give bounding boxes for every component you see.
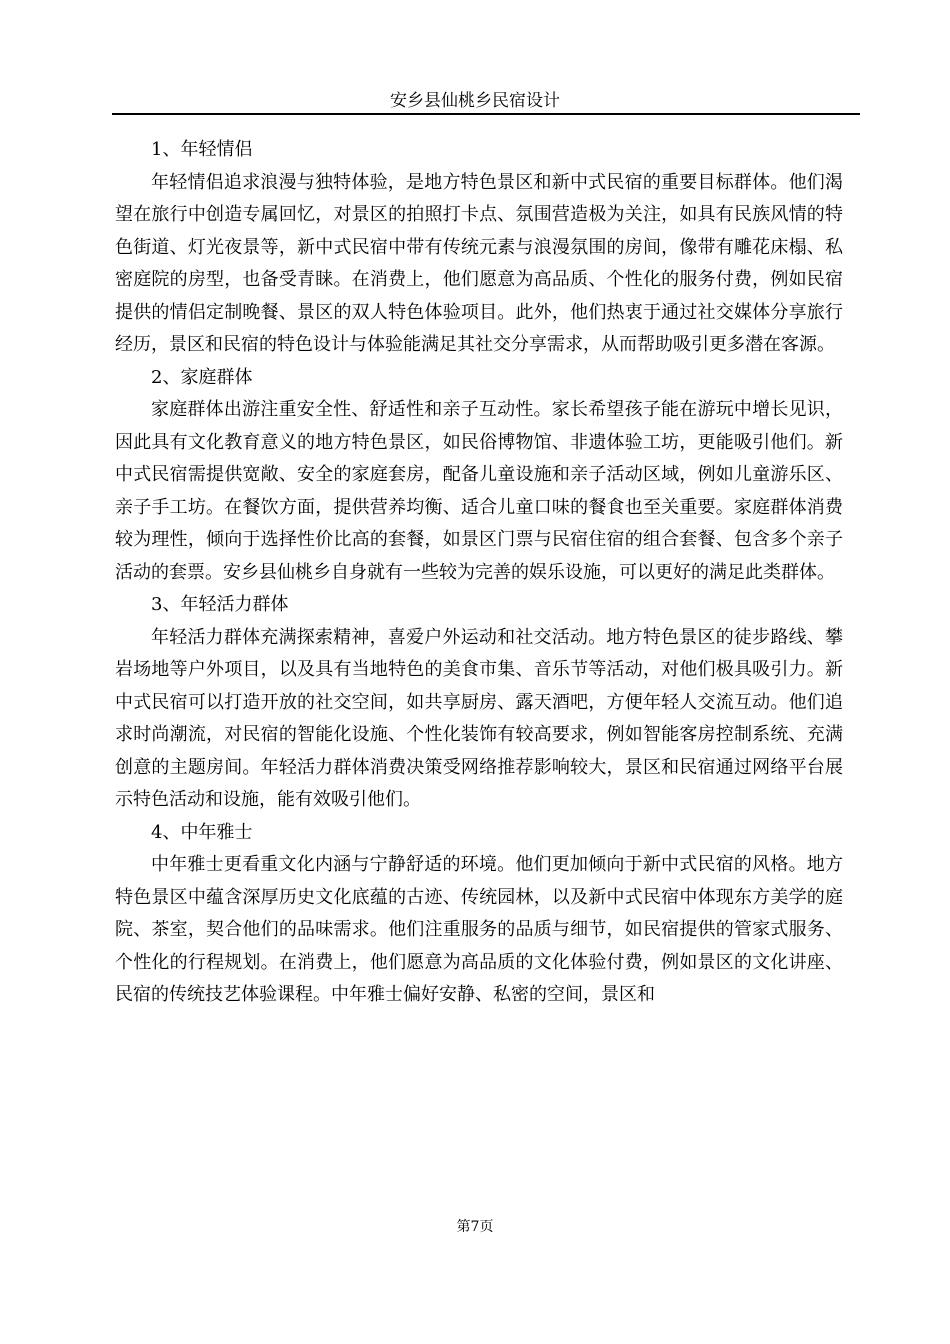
section-middle-aged [115,817,843,1012]
section-heading: 2、家庭群体 [151,366,253,388]
section-heading: 1、年轻情侣 [151,139,253,160]
page-number: 第7页 [456,1219,494,1235]
section-heading: 4、中年雅士 [151,821,253,843]
section-young-couples [115,134,843,362]
page-footer [0,1218,950,1236]
section-paragraph: 家庭群体出游注重安全性、舒适性和亲子互动性。家长希望孩子能在游玩中增长见识，因此具有文化教育意义的地方特色景区，如民俗博物馆、非遗体验工坊，更能吸引他们。新中式民宿需提供宽敞、安全的家庭套房，配备儿童设施和亲子活动区域，例如儿童游乐区、亲子手工坊。在餐饮方面，提供营养均衡、适合儿童口味的餐食也至关重要。家庭群体消费较为理性，倾向于选择性价比高的套餐，如景区门票与民宿住宿的组合套餐、包含多个亲子活动的套票。安乡县仙桃乡自身就有一些较为完善的娱乐设施，可以更好的满足此类群体。 [115,399,843,583]
section-paragraph: 中年雅士更看重文化内涵与宁静舒适的环境。他们更加倾向于新中式民宿的风格。地方特色景区中蕴含深厚历史文化底蕴的古迹、传统园林，以及新中式民宿中体现东方美学的庭院、茶室，契合他们的品味需求。他们注重服务的品质与细节，如民宿提供的管家式服务、个性化的行程规划。在消费上，他们愿意为高品质的文化体验付费，例如景区的文化讲座、民宿的传统技艺体验课程。中年雅士偏好安静、私密的空间，景区和 [115,854,843,1005]
section-paragraph: 年轻情侣追求浪漫与独特体验，是地方特色景区和新中式民宿的重要目标群体。他们渴望在旅行中创造专属回忆，对景区的拍照打卡点、氛围营造极为关注，如具有民族风情的特色街道、灯光夜景等，新中式民宿中带有传统元素与浪漫氛围的房间，像带有雕花床榻、私密庭院的房型，也备受青睐。在消费上，他们愿意为高品质、个性化的服务付费，例如民宿提供的情侣定制晚餐、景区的双人特色体验项目。此外，他们热衷于通过社交媒体分享旅行经历，景区和民宿的特色设计与体验能满足其社交分享需求，从而帮助吸引更多潜在客源。 [115,171,843,355]
page-header [0,90,950,112]
section-young-active [115,589,843,817]
section-families [115,362,843,590]
section-paragraph: 年轻活力群体充满探索精神，喜爱户外运动和社交活动。地方特色景区的徒步路线、攀岩场地等户外项目，以及具有当地特色的美食市集、音乐节等活动，对他们极具吸引力。新中式民宿可以打造开放的社交空间，如共享厨房、露天酒吧，方便年轻人交流互动。他们追求时尚潮流，对民宿的智能化设施、个性化装饰有较高要求，例如智能客房控制系统、充满创意的主题房间。年轻活力群体消费决策受网络推荐影响较大，景区和民宿通过网络平台展示特色活动和设施，能有效吸引他们。 [115,626,843,810]
header-divider [112,113,860,115]
document-title: 安乡县仙桃乡民宿设计 [390,91,560,111]
section-heading: 3、年轻活力群体 [151,594,289,615]
document-body [115,134,843,1012]
